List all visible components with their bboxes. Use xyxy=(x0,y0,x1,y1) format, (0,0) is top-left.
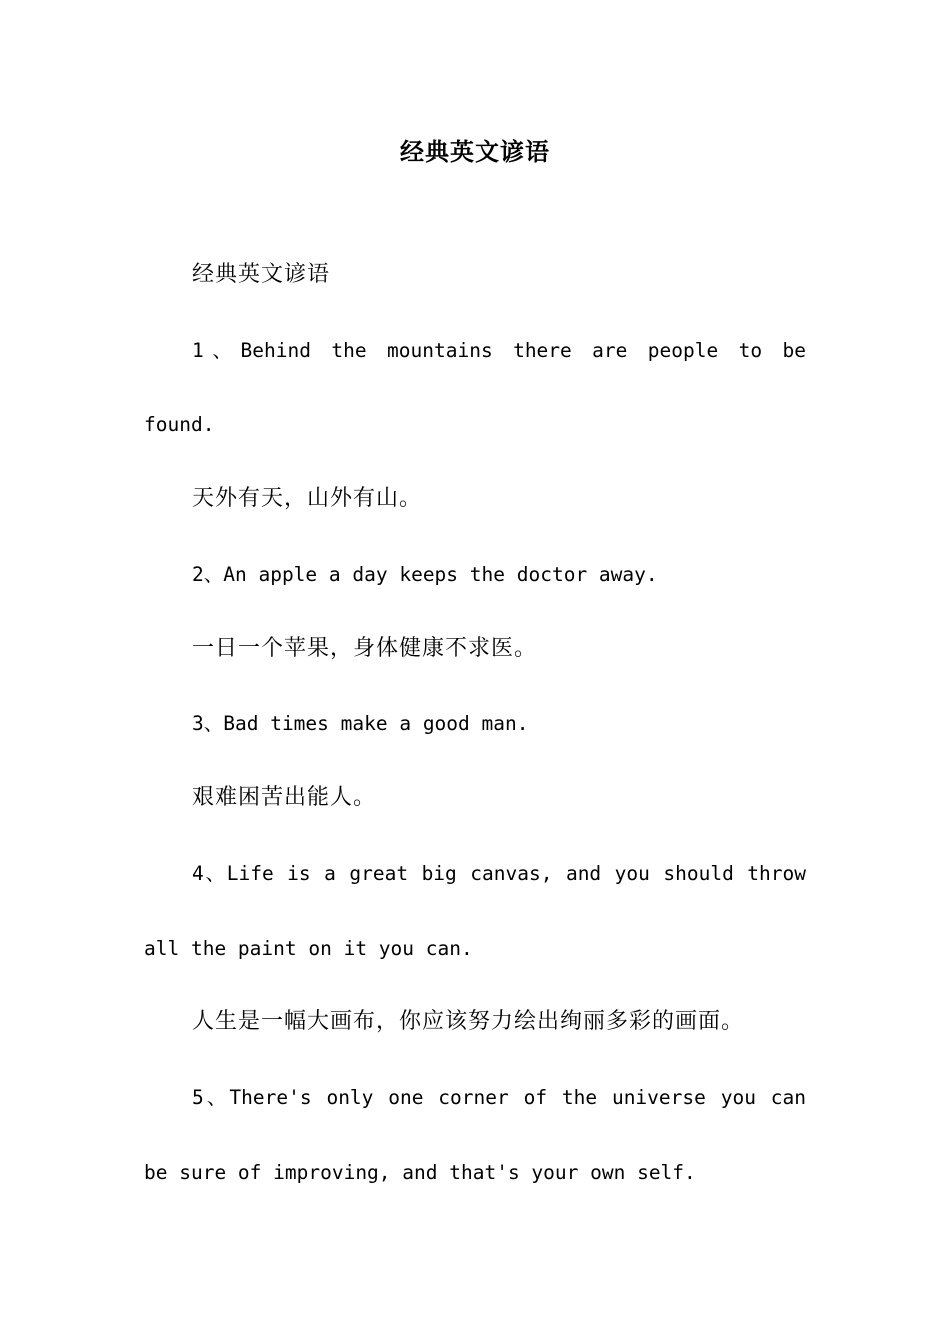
proverb-1-english-line-2: found. xyxy=(144,413,215,436)
proverb-1-english-line-1: 1、Behind the mountains there are people to be xyxy=(192,339,806,362)
proverb-4-english-line-1: 4、Life is a great big canvas, and you should throw xyxy=(192,862,806,885)
proverb-2-chinese: 一日一个苹果，身体健康不求医。 xyxy=(192,636,538,661)
intro-heading: 经典英文谚语 xyxy=(192,262,331,287)
proverb-2-english: 2、An apple a day keeps the doctor away. xyxy=(192,563,658,586)
proverb-5-english-line-2: be sure of improving, and that's your own self. xyxy=(144,1161,696,1184)
proverb-5-english-line-1: 5、There's only one corner of the universe you can xyxy=(192,1086,806,1109)
proverb-4-english-line-2: all the paint on it you can. xyxy=(144,937,473,960)
proverb-4-chinese: 人生是一幅大画布，你应该努力绘出绚丽多彩的画面。 xyxy=(192,1009,745,1034)
proverb-3-english: 3、Bad times make a good man. xyxy=(192,712,529,735)
proverb-3-chinese: 艰难困苦出能人。 xyxy=(192,785,377,810)
document-title: 经典英文谚语 xyxy=(400,137,550,166)
proverb-1-chinese: 天外有天，山外有山。 xyxy=(192,486,423,511)
